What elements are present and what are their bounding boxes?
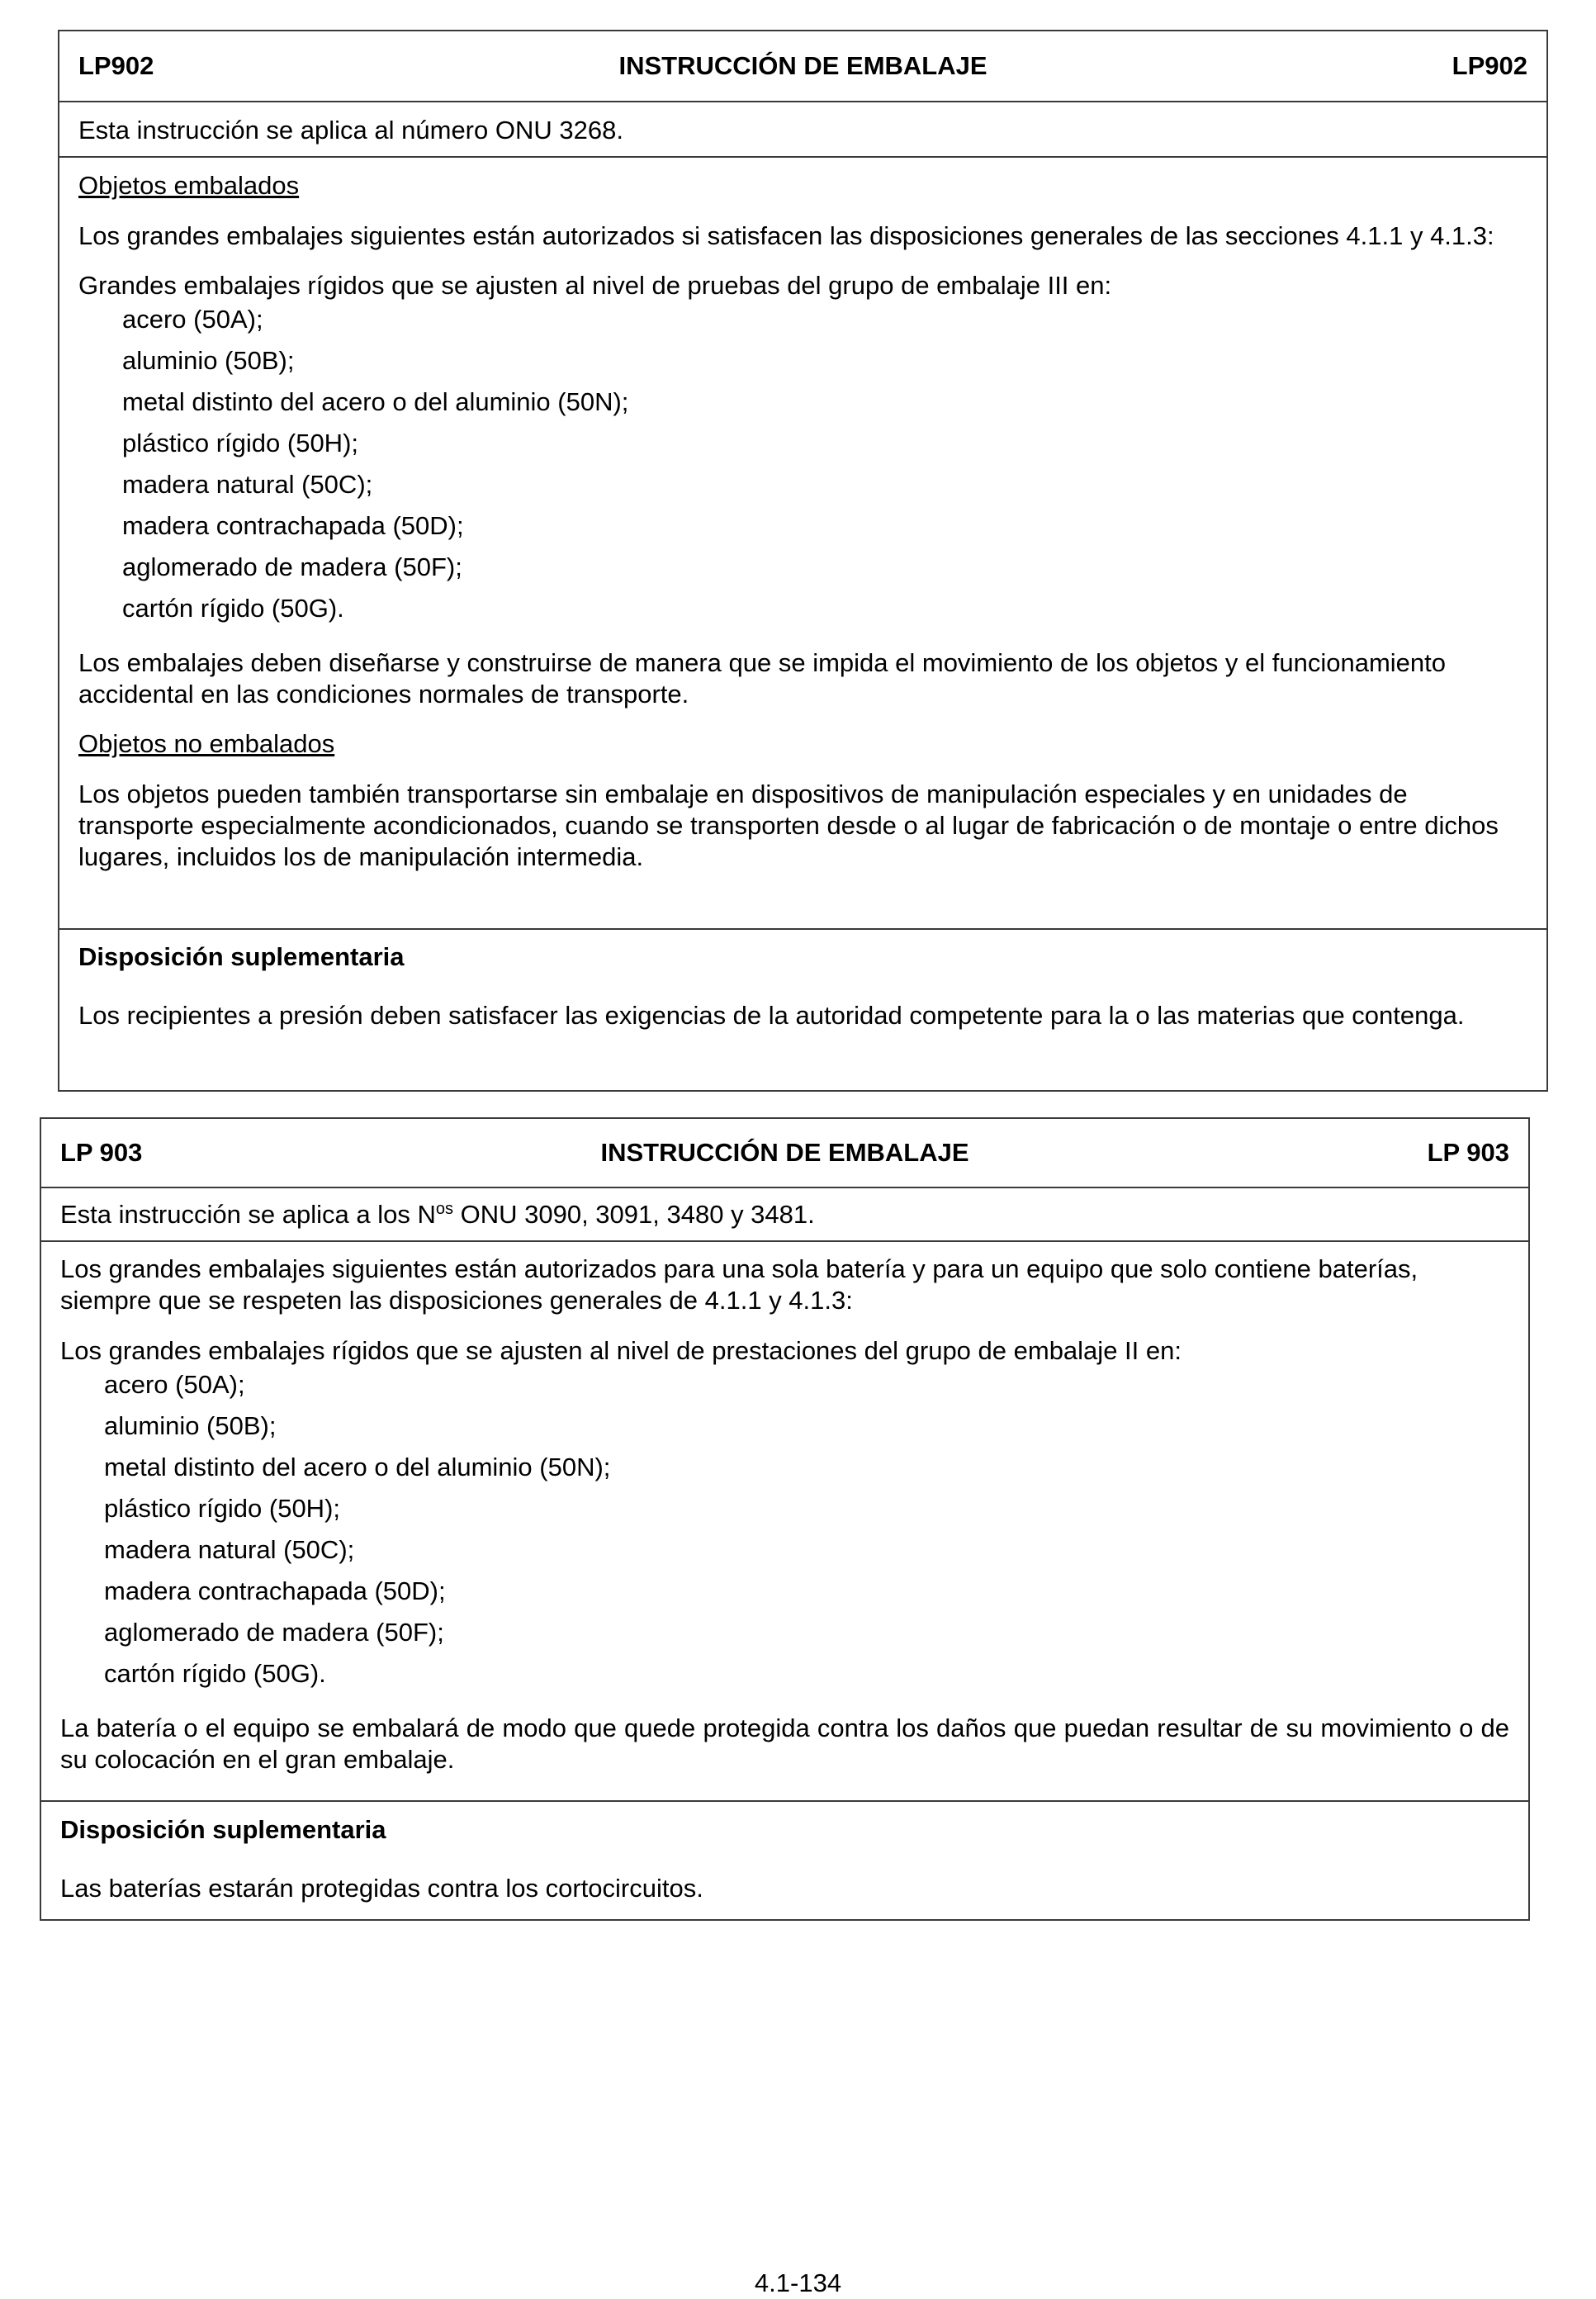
lp902-authorized: Los grandes embalajes siguientes están autorizados si satisfacen las disposiciones generales de las secciones 4.1.1 y 4.1.3:: [78, 221, 1494, 250]
lp902-unpackaged-heading: Objetos no embalados: [78, 729, 335, 758]
list-item: aluminio (50B);: [122, 346, 295, 375]
lp902-rigid-intro: Grandes embalajes rígidos que se ajusten al nivel de pruebas del grupo de embalaje III en:: [78, 271, 1112, 300]
lp902-packaged-heading: Objetos embalados: [78, 171, 300, 200]
list-item: madera contrachapada (50D);: [104, 1576, 446, 1605]
lp902-code-left: LP902: [78, 51, 154, 80]
lp903-applies-numbers: ONU 3090, 3091, 3480 y 3481.: [453, 1200, 815, 1229]
lp902-supp-text: Los recipientes a presión deben satisfacer las exigencias de la autoridad competente para la o las materias que contenga.: [78, 1001, 1465, 1030]
lp903-header: [41, 1119, 1528, 1188]
list-item: cartón rígido (50G).: [122, 594, 344, 623]
lp902-design-note: Los embalajes deben diseñarse y construirse de manera que se impida el movimiento de los objetos y el funcionamiento accidental en las condiciones normales de transporte.: [78, 648, 1446, 709]
list-item: acero (50A);: [122, 305, 263, 334]
lp902-code-right: LP902: [1452, 51, 1527, 80]
list-item: acero (50A);: [104, 1370, 245, 1399]
lp902-unpackaged-text: Los objetos pueden también transportarse sin embalaje en dispositivos de manipulación especiales y en unidades de transporte especialmente acondicionados, cuando se transporten desde o al lugar de fabricación o de montaje o entre dichos lugares, incluidos los de manipulación intermedia.: [78, 780, 1499, 871]
list-item: plástico rígido (50H);: [122, 429, 359, 457]
list-item: madera natural (50C);: [104, 1535, 355, 1564]
lp902-header: [59, 31, 1546, 102]
lp903-body-row: [41, 1242, 1528, 1802]
lp903-battery-note: La batería o el equipo se embalará de modo que quede protegida contra los daños que puedan resultar de su movimiento o de su colocación en el gran embalaje.: [60, 1714, 1509, 1774]
lp902-supp-heading: Disposición suplementaria: [78, 942, 405, 971]
list-item: madera natural (50C);: [122, 470, 373, 499]
list-item: aglomerado de madera (50F);: [104, 1618, 444, 1647]
lp903-title: INSTRUCCIÓN DE EMBALAJE: [600, 1138, 969, 1167]
list-item: aluminio (50B);: [104, 1411, 277, 1440]
lp903-supp-text: Las baterías estarán protegidas contra los cortocircuitos.: [60, 1874, 703, 1903]
lp903-supplementary-row: [41, 1802, 1528, 1904]
lp903-applies-superscript: os: [435, 1200, 453, 1218]
list-item: aglomerado de madera (50F);: [122, 552, 462, 581]
lp903-applies-row: [41, 1188, 1528, 1242]
list-item: metal distinto del acero o del aluminio (50N);: [122, 387, 629, 416]
lp902-applies-row: [59, 102, 1546, 158]
lp902-supplementary-row: [59, 930, 1546, 1031]
lp902-body-row: [59, 158, 1546, 930]
lp902-table: [58, 30, 1548, 1092]
lp903-code-left: LP 903: [60, 1138, 143, 1167]
lp903-applies-text: Esta instrucción se aplica a los N: [60, 1200, 436, 1229]
lp903-table: [40, 1117, 1530, 1921]
lp903-applies: [60, 1199, 1509, 1230]
lp903-supp-heading: Disposición suplementaria: [60, 1815, 386, 1844]
list-item: metal distinto del acero o del aluminio (50N);: [104, 1453, 611, 1481]
lp903-materials-list: [60, 1364, 1509, 1695]
lp902-title: INSTRUCCIÓN DE EMBALAJE: [618, 51, 987, 80]
lp903-authorized: Los grandes embalajes siguientes están autorizados para una sola batería y para un equipo que solo contiene baterías, siempre que se respeten las disposiciones generales de 4.1.1 y 4.1.3:: [60, 1254, 1418, 1315]
lp902-applies: Esta instrucción se aplica al número ONU 3268.: [78, 116, 623, 145]
page-number: 4.1-134: [754, 2268, 842, 2297]
list-item: cartón rígido (50G).: [104, 1659, 326, 1688]
lp903-code-right: LP 903: [1427, 1138, 1509, 1167]
list-item: plástico rígido (50H);: [104, 1494, 341, 1523]
lp903-rigid-intro: Los grandes embalajes rígidos que se ajusten al nivel de prestaciones del grupo de embalaje II en:: [60, 1336, 1182, 1365]
list-item: madera contrachapada (50D);: [122, 511, 464, 540]
lp902-materials-list: [78, 299, 1527, 629]
